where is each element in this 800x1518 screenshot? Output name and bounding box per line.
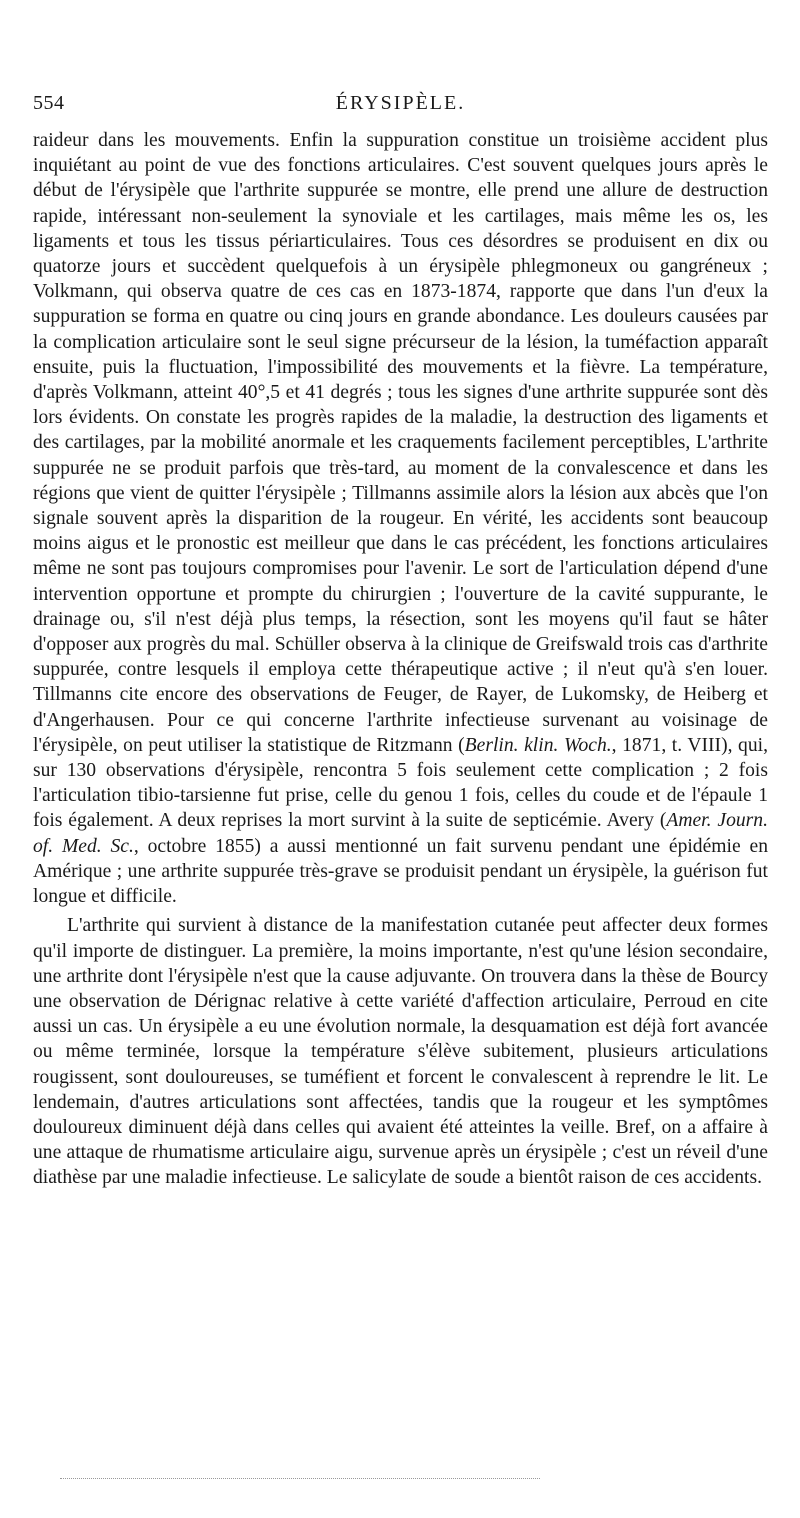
body-text xyxy=(33,128,768,1191)
page-header xyxy=(33,92,768,122)
bottom-artifact-line xyxy=(60,1478,540,1479)
paragraph-1-text-b: , 1871, t. VIII), qui, sur 130 observations d'érysipèle, rencontra 5 fois seulement cette complication ; 2 fois l'articulation tibio-tarsienne fut prise, celle du genou 1 fois, celles du coude et de l'épaule 1 fois également. A deux reprises la mort survint à la suite de septicémie. Avery ( xyxy=(33,734,768,832)
page-number: 554 xyxy=(33,92,65,114)
paragraph-2: L'arthrite qui survient à distance de la manifestation cutanée peut affecter deux formes qu'il importe de distinguer. La première, la moins importante, n'est qu'une lésion secondaire, une arthrite dont l'érysipèle n'est que la cause adjuvante. On trouvera dans la thèse de Bourcy une observation de Dérignac relative à cette variété d'affection articulaire, Perroud en cite aussi un cas. Un érysipèle a eu une évolution normale, la desquamation est déjà fort avancée ou même terminée, lorsque la température s'élève subitement, plusieurs articulations rougissent, sont douloureuses, se tuméfient et forcent le convalescent à reprendre le lit. Le lendemain, d'autres articulations sont affectées, tandis que la rougeur et les symptômes douloureux diminuent déjà dans celles qui avaient été atteintes la veille. Bref, on a affaire à une attaque de rhumatisme articulaire aigu, survenue après un érysipèle ; c'est un réveil d'une diathèse par une maladie infectieuse. Le salicylate de soude a bientôt raison de ces accidents. xyxy=(33,915,768,1189)
citation-berlin-klin-woch: Berlin. klin. Woch. xyxy=(464,734,612,756)
running-title: ÉRYSIPÈLE. xyxy=(335,92,466,114)
paragraph-1 xyxy=(33,128,768,909)
paragraph-1-text-c: , octobre 1855) a aussi mentionné un fait survenu pendant une épidémie en Amérique ; une arthrite suppurée très-grave se produisit pendant un érysipèle, la guérison fut longue et difficile. xyxy=(33,835,768,908)
citation-amer-journ: Amer. Journ. of. Med. Sc. xyxy=(33,810,768,857)
paragraph-1-text-a: raideur dans les mouvements. Enfin la suppuration constitue un troisième accident plus inquiétant au point de vue des fonctions articulaires. C'est souvent quelques jours après le début de l'érysipèle que l'arthrite suppurée se montre, elle prend une allure de destruction rapide, intéressant non-seulement la synoviale et les cartilages, mais même les os, les ligaments et tous les tissus périarticulaires. Tous ces désordres se produisent en dix ou quatorze jours et succèdent quelquefois à un érysipèle phlegmoneux ou gangréneux ; Volkmann, qui observa quatre de ces cas en 1873-1874, rapporte que dans l'un d'eux la suppuration se forma en quatre ou cinq jours en grande abondance. Les douleurs causées par la complication articulaire sont le seul signe précurseur de la lésion, la tuméfaction apparaît ensuite, puis la fluctuation, l'impossibilité des mouvements et la fièvre. La température, d'après Volkmann, atteint 40°,5 et 41 degrés ; tous les signes d'une arthrite suppurée sont dès lors évidents. On constate les progrès rapides de la maladie, la destruction des ligaments et des cartilages, par la mobilité anormale et les craquements facilement perceptibles, L'arthrite suppurée ne se produit parfois que très-tard, au moment de la convalescence et dans les régions que vient de quitter l'érysipèle ; Tillmanns assimile alors la lésion aux abcès que l'on signale souvent après la disparition de la rougeur. En vérité, les accidents sont beaucoup moins aigus et le pronostic est meilleur que dans le cas précédent, les fonctions articulaires même ne sont pas toujours compromises pour l'avenir. Le sort de l'articulation dépend d'une intervention opportune et prompte du chirurgien ; l'ouverture de la cavité suppurante, le drainage ou, s'il n'est déjà plus temps, la résection, sont les moyens qu'il faut se hâter d'opposer aux progrès du mal. Schüller observa à la clinique de Greifswald trois cas d'arthrite suppurée, contre lesquels il employa cette thérapeutique active ; il n'eut qu'à s'en louer. Tillmanns cite encore des observations de Feuger, de Rayer, de Lukomsky, de Heiberg et d'Angerhausen. Pour ce qui concerne l'arthrite infectieuse survenant au voisinage de l'érysipèle, on peut utiliser la statistique de Ritzmann ( xyxy=(33,130,768,756)
